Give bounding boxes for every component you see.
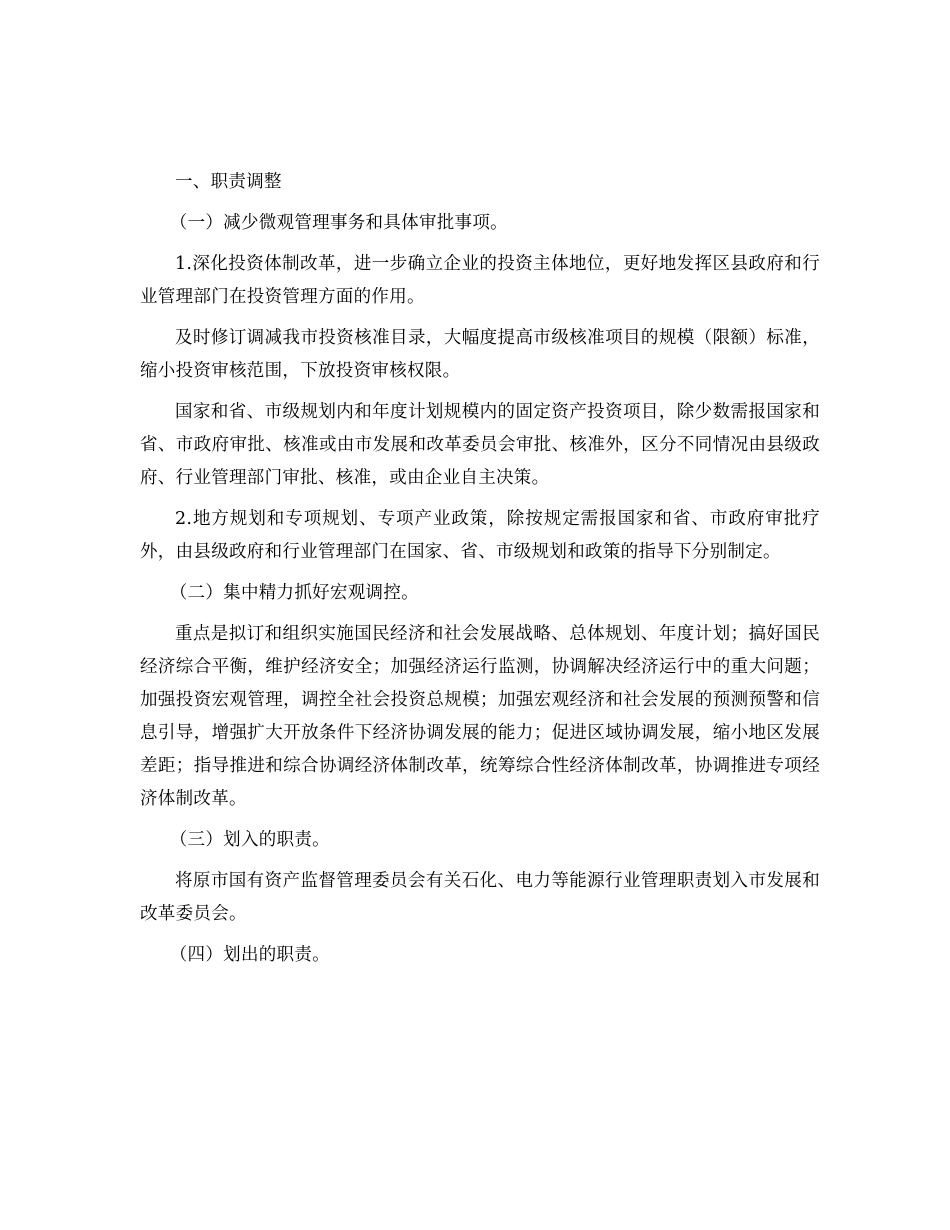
subsection-heading: （二）集中精力抓好宏观调控。 [169, 583, 419, 603]
body-paragraph: 及时修订调减我市投资核准目录，大幅度提高市级核准项目的规模（限额）标准，缩小投资审核范围，下放投资审核权限。 [140, 328, 820, 381]
body-paragraph: 将原市国有资产监督管理委员会有关石化、电力等能源行业管理职责划入市发展和改革委员会。 [140, 871, 820, 924]
subsection-heading: （四）划出的职责。 [169, 945, 330, 965]
section-title: 一、职责调整 [175, 172, 282, 192]
body-paragraph: 2.地方规划和专项规划、专项产业政策，除按规定需报国家和省、市政府审批疗外，由县级政府和行业管理部门在国家、省、市级规划和政策的指导下分别制定。 [140, 509, 820, 562]
body-paragraph: 国家和省、市级规划内和年度计划规模内的固定资产投资项目，除少数需报国家和省、市政府审批、核准或由市发展和改革委员会审批、核准外，区分不同情况由县级政府、行业管理部门审批、核准，或由企业自主决策。 [140, 402, 820, 488]
subsection-heading: （一）减少微观管理事务和具体审批事项。 [169, 213, 508, 233]
paragraph-list [140, 207, 820, 972]
subsection-heading: （三）划入的职责。 [169, 830, 330, 850]
body-paragraph: 重点是拟订和组织实施国民经济和社会发展战略、总体规划、年度计划；搞好国民经济综合平衡，维护经济安全；加强经济运行监测，协调解决经济运行中的重大问题；加强投资宏观管理，调控全社会投资总规模；加强宏观经济和社会发展的预测预警和信息引导，增强扩大开放条件下经济协调发展的能力；促进区域协调发展，缩小地区发展差距；指导推进和综合协调经济体制改革，统筹综合性经济体制改革，协调推进专项经济体制改革。 [140, 624, 820, 809]
body-paragraph: 1.深化投资体制改革，进一步确立企业的投资主体地位，更好地发挥区县政府和行业管理部门在投资管理方面的作用。 [140, 254, 820, 307]
document-body [140, 166, 820, 980]
